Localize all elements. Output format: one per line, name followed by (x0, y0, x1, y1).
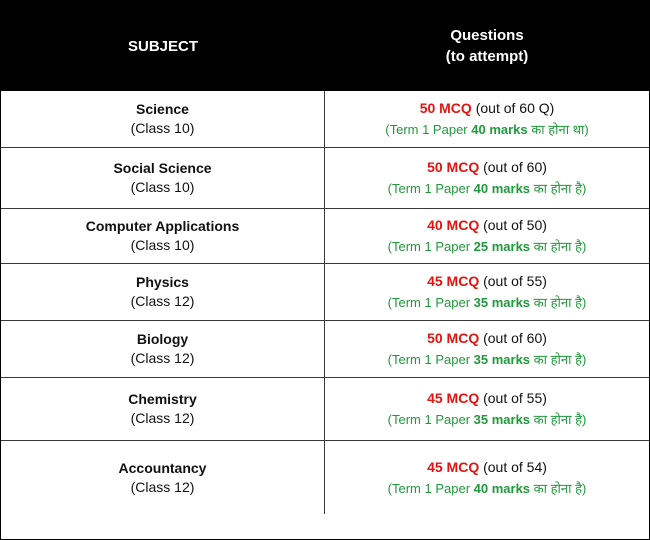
term-prefix: (Term 1 Paper (387, 412, 471, 427)
subject-name: Chemistry (128, 391, 197, 407)
term-line (388, 292, 587, 314)
term-marks: 40 marks (473, 480, 531, 496)
mcq-count: 45 MCQ (427, 390, 480, 406)
subject-table (1, 1, 649, 539)
subject-cell (1, 264, 325, 320)
questions-cell (325, 91, 649, 147)
out-of: (out of 54) (483, 458, 547, 475)
mcq-line (427, 214, 547, 236)
term-suffix: का होना है) (533, 239, 587, 254)
subject-cell (1, 378, 325, 440)
term-prefix: (Term 1 Paper (387, 181, 471, 196)
subject-cell (1, 209, 325, 263)
term-prefix: (Term 1 Paper (385, 122, 468, 137)
term-prefix: (Term 1 Paper (387, 480, 471, 496)
table-row (1, 91, 649, 148)
out-of: (out of 50) (483, 217, 547, 233)
header-subject-label: SUBJECT (127, 37, 198, 55)
table-row (1, 378, 649, 441)
header-subject (1, 1, 325, 91)
term-line (388, 236, 587, 258)
mcq-line (427, 387, 547, 409)
subject-class: (Class 10) (130, 179, 195, 195)
subject-cell (1, 148, 325, 208)
subject-cell (1, 441, 325, 514)
table-row (1, 441, 649, 514)
term-prefix: (Term 1 Paper (387, 239, 471, 254)
table-header (1, 1, 649, 91)
table-row (1, 264, 649, 321)
out-of: (out of 55) (483, 273, 547, 289)
subject-name: Social Science (113, 160, 212, 176)
term-suffix: का होना है) (533, 295, 587, 310)
questions-cell (325, 264, 649, 320)
questions-cell (325, 209, 649, 263)
term-marks: 40 marks (471, 122, 528, 137)
out-of: (out of 60 Q) (475, 100, 555, 116)
subject-name: Science (136, 101, 189, 117)
term-suffix: का होना था) (531, 122, 589, 137)
term-suffix: का होना है) (533, 480, 587, 496)
subject-name: Computer Applications (85, 218, 240, 234)
header-questions-line2: (to attempt) (445, 48, 529, 65)
subject-class: (Class 12) (130, 410, 195, 426)
subject-cell (1, 321, 325, 377)
subject-class: (Class 12) (130, 293, 195, 309)
term-line (388, 478, 587, 500)
subject-name: Accountancy (118, 459, 207, 476)
subject-class: (Class 10) (130, 237, 195, 253)
table-row (1, 209, 649, 264)
mcq-line (427, 327, 547, 349)
term-suffix: का होना है) (533, 181, 587, 196)
questions-cell (325, 148, 649, 208)
mcq-count: 50 MCQ (427, 159, 480, 175)
term-line (388, 409, 587, 431)
out-of: (out of 55) (483, 390, 547, 406)
term-prefix: (Term 1 Paper (387, 352, 471, 367)
subject-cell (1, 91, 325, 147)
table-row (1, 321, 649, 378)
subject-class: (Class 10) (130, 120, 195, 136)
subject-class: (Class 12) (130, 350, 195, 366)
mcq-count: 40 MCQ (427, 217, 480, 233)
table-row (1, 148, 649, 209)
mcq-count: 45 MCQ (427, 273, 480, 289)
mcq-line (427, 456, 547, 478)
term-line (388, 178, 587, 200)
term-line (388, 349, 587, 371)
term-marks: 35 marks (473, 412, 531, 427)
subject-class: (Class 12) (130, 478, 195, 495)
subject-name: Biology (136, 331, 189, 347)
mcq-line (427, 156, 547, 178)
term-suffix: का होना है) (533, 412, 587, 427)
term-marks: 25 marks (473, 239, 531, 254)
term-suffix: का होना है) (533, 352, 587, 367)
subject-name: Physics (136, 274, 189, 290)
term-marks: 35 marks (473, 352, 531, 367)
mcq-count: 45 MCQ (427, 458, 480, 475)
questions-cell (325, 321, 649, 377)
mcq-line (427, 270, 547, 292)
term-prefix: (Term 1 Paper (387, 295, 471, 310)
questions-cell (325, 378, 649, 440)
out-of: (out of 60) (483, 159, 547, 175)
questions-cell (325, 441, 649, 514)
out-of: (out of 60) (483, 330, 547, 346)
header-questions-line1: Questions (450, 27, 524, 44)
term-line (385, 119, 588, 141)
term-marks: 35 marks (473, 295, 531, 310)
mcq-count: 50 MCQ (427, 330, 480, 346)
mcq-line (420, 97, 555, 119)
mcq-count: 50 MCQ (419, 100, 472, 116)
term-marks: 40 marks (473, 181, 531, 196)
header-questions (325, 1, 649, 91)
